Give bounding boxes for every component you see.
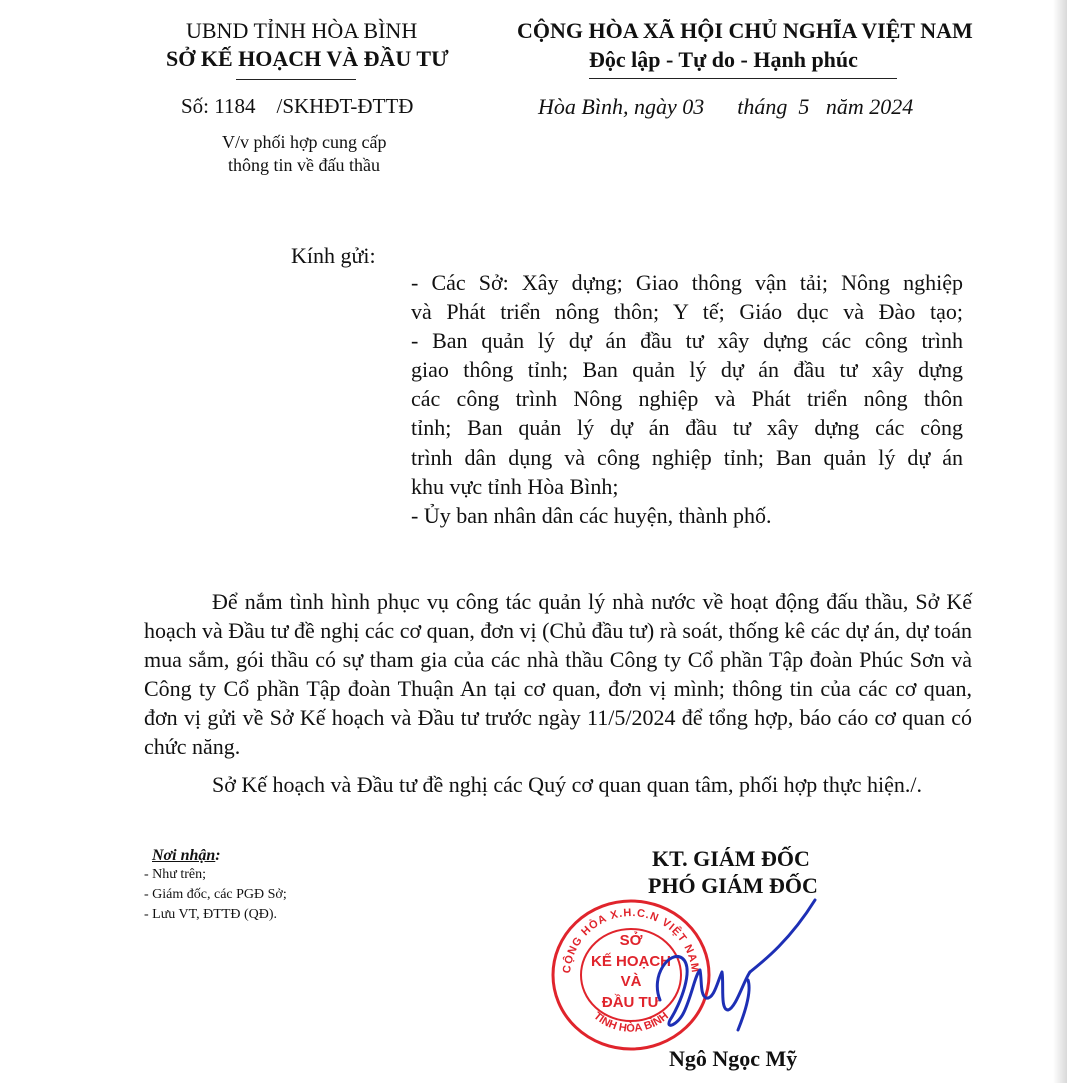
seal-center-line: VÀ — [620, 973, 642, 990]
recipient-line: các công trình Nông nghiệp và Phát triển nông thôn — [411, 386, 963, 412]
org-underline — [236, 79, 356, 80]
noi-nhan-item: - Như trên; — [144, 867, 207, 882]
org-parent: UBND TỈNH HÒA BÌNH — [186, 18, 418, 43]
signer-position-1: KT. GIÁM ĐỐC — [652, 846, 810, 871]
recipient-line: khu vực tỉnh Hòa Bình; — [411, 473, 619, 499]
recipient-line: - Ban quản lý dự án đầu tư xây dựng các công trình — [411, 328, 963, 354]
nation-motto: Độc lập - Tự do - Hạnh phúc — [589, 47, 858, 72]
document-number: Số: 1184 /SKHĐT-ĐTTĐ — [181, 94, 414, 118]
motto-underline — [589, 78, 897, 79]
body-paragraph-1 — [144, 587, 972, 761]
recipient-list — [411, 268, 963, 530]
recipient-line: và Phát triển nông thôn; Y tế; Giáo dục và Đào tạo; — [411, 299, 963, 325]
noi-nhan-colon: : — [215, 847, 221, 864]
org-name: SỞ KẾ HOẠCH VÀ ĐẦU TƯ — [166, 46, 449, 71]
body-paragraph-2 — [144, 770, 972, 799]
salutation: Kính gửi: — [291, 243, 376, 268]
page-edge-shadow — [1053, 0, 1067, 1083]
seal-center-line: KẾ HOẠCH — [590, 953, 672, 970]
recipient-line: - Ủy ban nhân dân các huyện, thành phố. — [411, 502, 772, 528]
recipient-line: tỉnh; Ban quản lý dự án đầu tư xây dựng các công — [411, 415, 963, 441]
recipient-line: trình dân dụng và công nghiệp tỉnh; Ban quản lý dự án — [411, 444, 963, 470]
seal-center-line: ĐẦU TƯ — [601, 994, 661, 1011]
handwritten-signature — [640, 880, 840, 1040]
noi-nhan-label: Nơi nhận — [152, 847, 216, 864]
signer-name: Ngô Ngọc Mỹ — [669, 1046, 798, 1071]
noi-nhan-item: - Giám đốc, các PGĐ Sở; — [144, 887, 287, 902]
nation-title: CỘNG HÒA XÃ HỘI CHỦ NGHĨA VIỆT NAM — [517, 18, 973, 43]
place-date: Hòa Bình, ngày 03 tháng 5 năm 2024 — [538, 94, 914, 119]
subject-line-2: thông tin về đấu thầu — [228, 155, 380, 175]
seal-center-line: SỞ — [619, 932, 643, 949]
noi-nhan-heading — [152, 847, 221, 865]
recipient-line: - Các Sở: Xây dựng; Giao thông vận tải; Nông nghiệp — [411, 270, 963, 295]
seal-ring-bottom-text: TỈNH HÒA BÌNH — [591, 1009, 671, 1035]
recipient-line: giao thông tỉnh; Ban quản lý dự án đầu tư xây dựng — [411, 357, 963, 383]
signer-position-2: PHÓ GIÁM ĐỐC — [648, 873, 818, 898]
noi-nhan-item: - Lưu VT, ĐTTĐ (QĐ). — [144, 907, 278, 922]
paragraph-text: Sở Kế hoạch và Đầu tư đề nghị các Quý cơ quan quan tâm, phối hợp thực hiện./. — [212, 772, 923, 797]
subject-line-1: V/v phối hợp cung cấp — [222, 132, 387, 152]
paragraph-text: Để nắm tình hình phục vụ công tác quản lý nhà nước về hoạt động đấu thầu, Sở Kế hoạch và Đầu tư đề nghị các cơ quan, đơn vị (Chủ đầu tư) rà soát, thống kê các dự án, dự toán mua sắm, gói thầu có sự tham gia của các nhà thầu Công ty Cổ phần Tập đoàn Phúc Sơn và Công ty Cổ phần Tập đoàn Thuận An tại cơ quan, đơn vị mình; thông tin của các cơ quan, đơn vị gửi về Sở Kế hoạch và Đầu tư trước ngày 11/5/2024 để tổng hợp, báo cáo cơ quan có chức năng. — [144, 589, 972, 759]
seal-ring-top-text: CỘNG HÒA X.H.C.N VIỆT NAM — [561, 906, 702, 974]
